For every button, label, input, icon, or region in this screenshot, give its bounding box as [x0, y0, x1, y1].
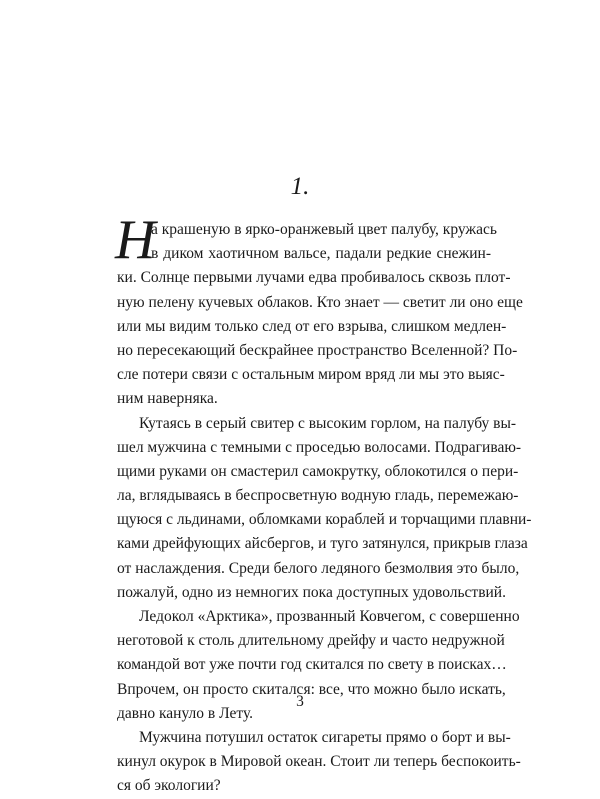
text-line: неготовой к столь длительному дрейфу и часто недружной — [117, 632, 505, 650]
text-line: в диком хаотичном вальсе, падали редкие снежин- — [151, 245, 491, 263]
text-line: ла, вглядываясь в беспросветную водную гладь, перемежаю- — [117, 487, 519, 505]
paragraph-1 — [115, 209, 523, 412]
text-line: ся об экологии? — [117, 777, 221, 795]
chapter-title: 1. — [290, 173, 310, 200]
text-line: ки. Солнце первыми лучами едва пробивалось сквозь плот- — [117, 269, 511, 287]
text-line: давно кануло в Лету. — [117, 704, 254, 722]
text-line: Впрочем, он просто скитался: все, что можно было искать, — [117, 680, 506, 698]
text-line: Мужчина потушил остаток сигареты прямо о борт и вы- — [139, 728, 511, 746]
text-line: или мы видим только след от его взрыва, слишком медлен- — [117, 317, 507, 335]
paragraph-2 — [117, 412, 532, 606]
page-number: 3 — [296, 693, 304, 710]
text-line: щуюся с льдинами, обломками кораблей и торчащими плавни- — [117, 511, 532, 529]
text-line: а крашеную в ярко-оранжевый цвет палубу, кружась — [151, 221, 497, 238]
text-line: Кутаясь в серый свитер с высоким горлом, на палубу вы- — [139, 414, 517, 432]
text-line: ную пелену кучевых облаков. Кто знает — светит ли оно еще — [117, 293, 523, 311]
drop-cap: Н — [115, 209, 156, 271]
text-line: кинул окурок в Мировой океан. Стоит ли теперь беспокоить- — [117, 753, 521, 771]
text-line: сле потери связи с остальным миром вряд ли мы это выяс- — [117, 366, 505, 384]
text-line: ним наверняка. — [117, 390, 218, 408]
text-line: ками дрейфующих айсбергов, и туго затянулся, прикрыв глаза — [117, 535, 528, 553]
body-text — [115, 209, 532, 799]
text-line: шел мужчина с темными с проседью волосами. Подрагиваю- — [117, 438, 522, 456]
text-line: Ледокол «Арктика», прозванный Ковчегом, с совершенно — [139, 608, 520, 625]
text-line: но пересекающий бескрайнее пространство Вселенной? По- — [117, 341, 518, 359]
text-line: командой вот уже почти год скитался по свету в поисках… — [117, 656, 507, 674]
text-line: пожалуй, одно из немногих пока доступных удовольствий. — [117, 583, 506, 601]
paragraph-4 — [117, 726, 521, 799]
text-line: щими руками он смастерил самокрутку, облокотился о пери- — [117, 462, 519, 480]
text-line: от наслаждения. Среди белого ледяного безмолвия это было, — [117, 559, 520, 577]
